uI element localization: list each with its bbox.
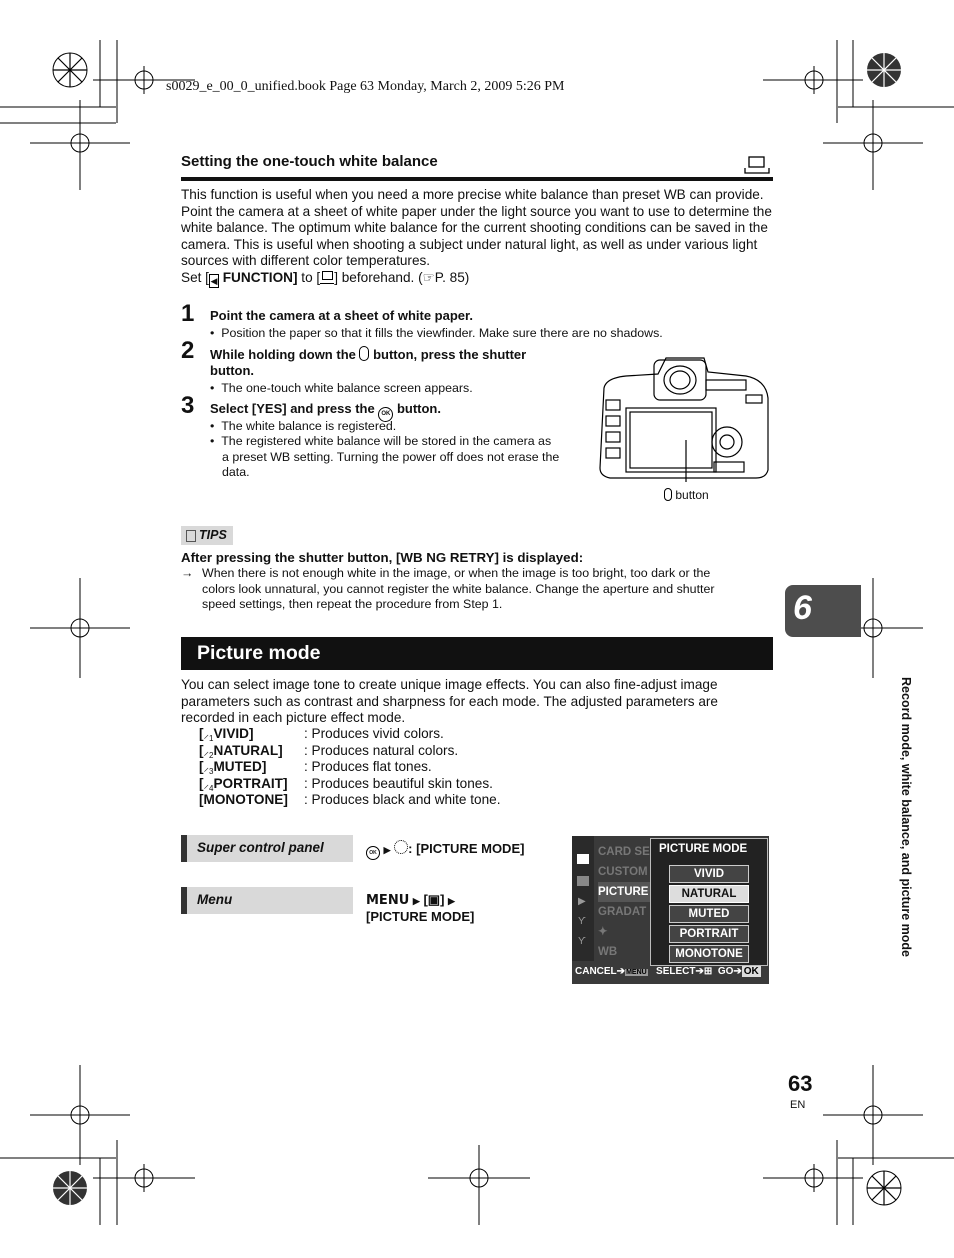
- note-icon: [186, 530, 196, 542]
- one-touch-wb-icon: [744, 156, 770, 174]
- step-bullet-cont: data.: [222, 465, 250, 479]
- chapter-tab: 6: [785, 585, 861, 637]
- step-heading: Point the camera at a sheet of white paper.: [210, 308, 473, 323]
- arrow-right-icon: ▶: [412, 896, 420, 906]
- picture-mode-intro: parameters such as contrast and sharpness for each mode. The adjusted parameters are: [181, 694, 718, 709]
- lcd-left-item: CARD SE: [598, 846, 650, 858]
- one-touch-wb-icon: [320, 271, 334, 284]
- chapter-title-vertical: Record mode, white balance, and picture mode: [899, 677, 913, 957]
- picture-mode-title: Picture mode: [181, 637, 773, 670]
- mode-row: $[⸝_3MUTED]$ : Produces flat tones.: [199, 759, 432, 777]
- step-bullet-cont: a preset WB setting. Turning the power off does not erase the: [222, 450, 560, 464]
- lcd-popup: [650, 838, 768, 966]
- camera2-tab-icon: [577, 876, 589, 886]
- lcd-left-item: GRADAT: [598, 906, 647, 918]
- wb-button-icon: [359, 346, 369, 361]
- lcd-popup-option[interactable]: MUTED: [669, 905, 749, 923]
- tips-badge: TIPS: [181, 526, 233, 545]
- step-heading: While holding down the button, press the shutter: [210, 347, 527, 362]
- tips-body: colors look unnatural, you cannot register the white balance. Change the aperture and shutter: [202, 582, 715, 596]
- mode-row: $[⸝_4PORTRAIT]$ : Produces beautiful skin tones.: [199, 775, 493, 793]
- play-tab-icon: ▶: [578, 896, 586, 907]
- step-bullet: • Position the paper so that it fills the viewfinder. Make sure there are no shadows.: [210, 326, 663, 340]
- lcd-left-item: CUSTOM: [598, 866, 648, 878]
- picture-mode-icon: $⸝_4$: [203, 778, 214, 793]
- arrow-pad-icon: [394, 840, 408, 854]
- wb-button-icon: [664, 488, 672, 501]
- lcd-popup-option-selected[interactable]: NATURAL: [669, 885, 749, 903]
- tips-arrow: →: [181, 566, 194, 580]
- lcd-left-item: PICTURE: [598, 882, 678, 902]
- step-bullet: • The one-touch white balance screen appears.: [210, 381, 473, 395]
- picture-mode-intro: recorded in each picture effect mode.: [181, 710, 406, 725]
- ok-button-icon: OK: [366, 846, 380, 860]
- set-function-line: Set [ ◀ FUNCTION] to [ ] beforehand. (☞P. 85): [181, 270, 470, 286]
- section-rule: [181, 177, 773, 181]
- shooting-menu-icon: ▣: [427, 892, 441, 907]
- step-bullet: • The white balance is registered.: [210, 419, 397, 433]
- custom-tab-icon: ϒ: [578, 916, 586, 927]
- step-number: 3: [181, 392, 195, 419]
- tips-body: speed settings, then repeat the procedure from Step 1.: [202, 597, 503, 611]
- picture-mode-icon: $⸝_2$: [203, 745, 214, 760]
- page-reference-icon: ☞: [422, 270, 435, 285]
- flash-icon: ✦: [598, 926, 608, 938]
- section-intro: This function is useful when you need a more precise white balance than preset WB can provide. Point the camera at a sheet of white paper under the light source you want to use to determine the white balance. The optimum white balance for the current shooting conditions can be saved in the camera. This is useful when shooting a subject under natural light, as well as under various light sources with different color temperatures.: [181, 187, 772, 269]
- ok-button-icon: OK: [378, 407, 393, 422]
- section-title: Setting the one-touch white balance: [181, 153, 438, 170]
- super-control-panel-label: Super control panel: [181, 835, 353, 862]
- lcd-popup-option[interactable]: PORTRAIT: [669, 925, 749, 943]
- arrow-right-icon: ▶: [383, 845, 391, 855]
- picture-mode-intro: You can select image tone to create unique image effects. You can also fine-adjust image: [181, 677, 718, 692]
- lcd-popup-option[interactable]: VIVID: [669, 865, 749, 883]
- step-bullet: • The registered white balance will be stored in the camera as: [210, 434, 552, 448]
- super-control-path: OK ▶ : [PICTURE MODE]: [366, 840, 524, 860]
- step-number: 2: [181, 337, 195, 364]
- arrow-pad-icon: ⊞: [703, 966, 713, 977]
- step-heading: Select [YES] and press the OK button.: [210, 401, 441, 422]
- lcd-bottom-bar: CANCEL➔MENU SELECT➔⊞ GO➔ OK: [575, 966, 759, 977]
- picture-mode-icon: $⸝_1$: [203, 729, 214, 744]
- picture-mode-icon: $⸝_3$: [203, 762, 214, 777]
- menu-path: MENU ▶ [▣] ▶: [366, 892, 455, 908]
- arrow-right-icon: ▶: [448, 896, 455, 906]
- lcd-popup-option[interactable]: MONOTONE: [669, 945, 749, 963]
- language-code: EN: [790, 1099, 806, 1111]
- step-heading: button.: [210, 363, 255, 378]
- camera-back-illustration: [596, 350, 774, 482]
- lcd-left-item: WB: [598, 946, 618, 958]
- mode-row: $[⸝_1VIVID]$ : Produces vivid colors.: [199, 726, 444, 744]
- camera-tab-icon: [577, 854, 589, 864]
- lcd-popup-title: PICTURE MODE: [659, 843, 748, 855]
- tips-heading: After pressing the shutter button, [WB NG RETRY] is displayed:: [181, 550, 584, 565]
- file-info-header: s0029_e_00_0_unified.book Page 63 Monday, March 2, 2009 5:26 PM: [166, 79, 565, 94]
- tips-body: When there is not enough white in the image, or when the image is too bright, too dark or the: [202, 566, 711, 580]
- camera-caption: button: [664, 488, 709, 503]
- left-arrow-icon: ◀: [210, 276, 218, 286]
- setup-tab-icon: ϒ: [578, 936, 586, 947]
- menu-path-end: [PICTURE MODE]: [366, 909, 475, 924]
- menu-label: Menu: [181, 887, 353, 914]
- page-number: 63: [788, 1071, 813, 1096]
- lcd-screen: [572, 836, 769, 984]
- step-number: 1: [181, 300, 195, 327]
- mode-row: $[⸝_2NATURAL]$ : Produces natural colors.: [199, 742, 459, 760]
- mode-row: [MONOTONE] : Produces black and white tone.: [199, 792, 501, 808]
